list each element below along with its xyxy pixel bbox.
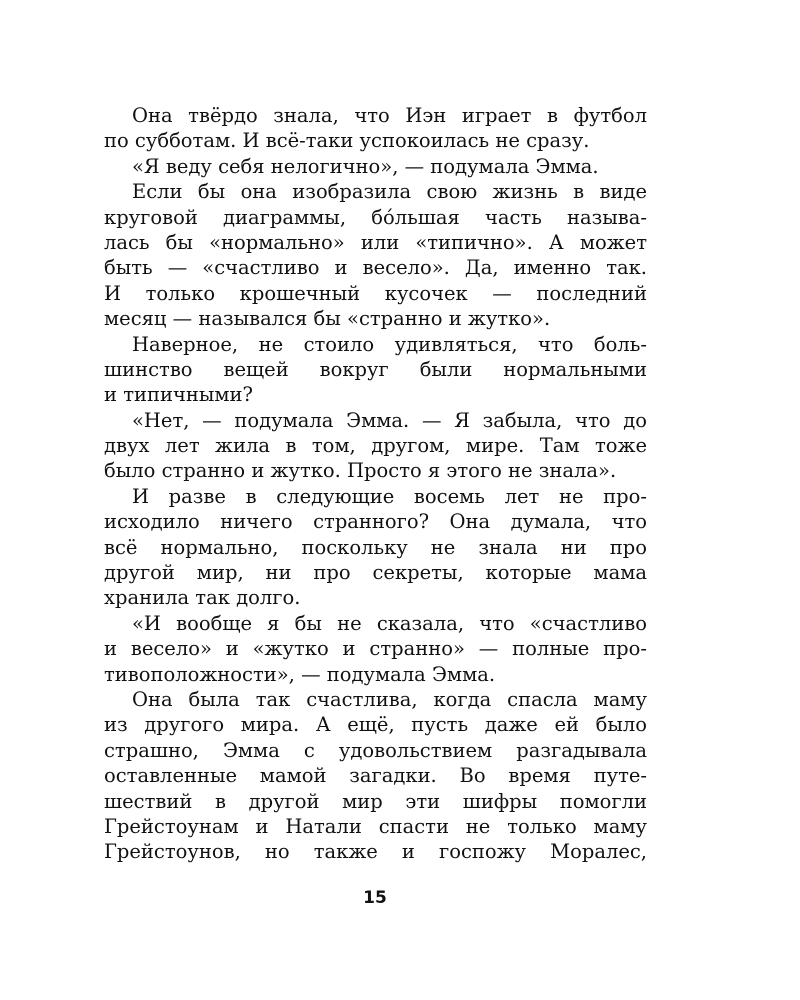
text-line: И только крошечный кусочек — последний bbox=[104, 281, 647, 305]
page-number: 15 bbox=[363, 888, 387, 908]
text-line: «Нет, — подумала Эмма. — Я забыла, что до bbox=[132, 408, 647, 432]
text-line: шинство вещей вокруг были нормальными bbox=[104, 357, 647, 381]
text-line: было странно и жутко. Просто я этого не знала». bbox=[104, 459, 617, 483]
text-line: страшно, Эмма с удовольствием разгадывала bbox=[104, 738, 647, 762]
text-line: Она твёрдо знала, что Иэн играет в футбол bbox=[132, 104, 647, 127]
text-line: месяц — назывался бы «странно и жутко». bbox=[104, 307, 551, 331]
text-line: и типичными? bbox=[104, 383, 254, 407]
text-line: двух лет жила в том, другом, мире. Там тоже bbox=[104, 434, 647, 458]
text-line: другой мир, ни про секреты, которые мама bbox=[104, 561, 647, 585]
text-line: Грейстоунам и Натали спасти не только маму bbox=[104, 814, 647, 838]
text-line: и весело» и «жутко и странно» — полные про- bbox=[104, 637, 647, 661]
text-line: по субботам. И всё-таки успокоилась не сразу. bbox=[104, 129, 590, 153]
text-line: шествий в другой мир эти шифры помогли bbox=[104, 789, 647, 813]
text-line: «И вообще я бы не сказала, что «счастливо bbox=[132, 611, 647, 635]
text-line: быть — «счастливо и весело». Да, именно так. bbox=[104, 256, 647, 280]
text-line: круговой диаграммы, бо́льшая часть называ- bbox=[104, 205, 647, 229]
text-line: Наверное, не стоило удивляться, что боль- bbox=[132, 332, 647, 356]
text-line: «Я веду себя нелогично», — подумала Эмма. bbox=[132, 154, 599, 178]
body-text bbox=[104, 103, 647, 865]
text-line: Грейстоунов, но также и госпожу Моралес, bbox=[104, 840, 647, 864]
text-line: исходило ничего странного? Она думала, что bbox=[104, 510, 647, 534]
text-line: тивоположности», — подумала Эмма. bbox=[104, 662, 496, 686]
text-line: всё нормально, поскольку не знала ни про bbox=[104, 535, 647, 559]
text-line: Она была так счастлива, когда спасла маму bbox=[132, 687, 647, 711]
text-line: И разве в следующие восемь лет не про- bbox=[132, 484, 647, 508]
text-line: Если бы она изобразила свою жизнь в виде bbox=[132, 180, 647, 204]
text-line: лась бы «нормально» или «типично». А может bbox=[104, 230, 647, 254]
text-line: оставленные мамой загадки. Во время путе- bbox=[104, 764, 647, 788]
text-line: из другого мира. А ещё, пусть даже ей было bbox=[104, 713, 647, 737]
text-line: хранила так долго. bbox=[104, 586, 301, 610]
